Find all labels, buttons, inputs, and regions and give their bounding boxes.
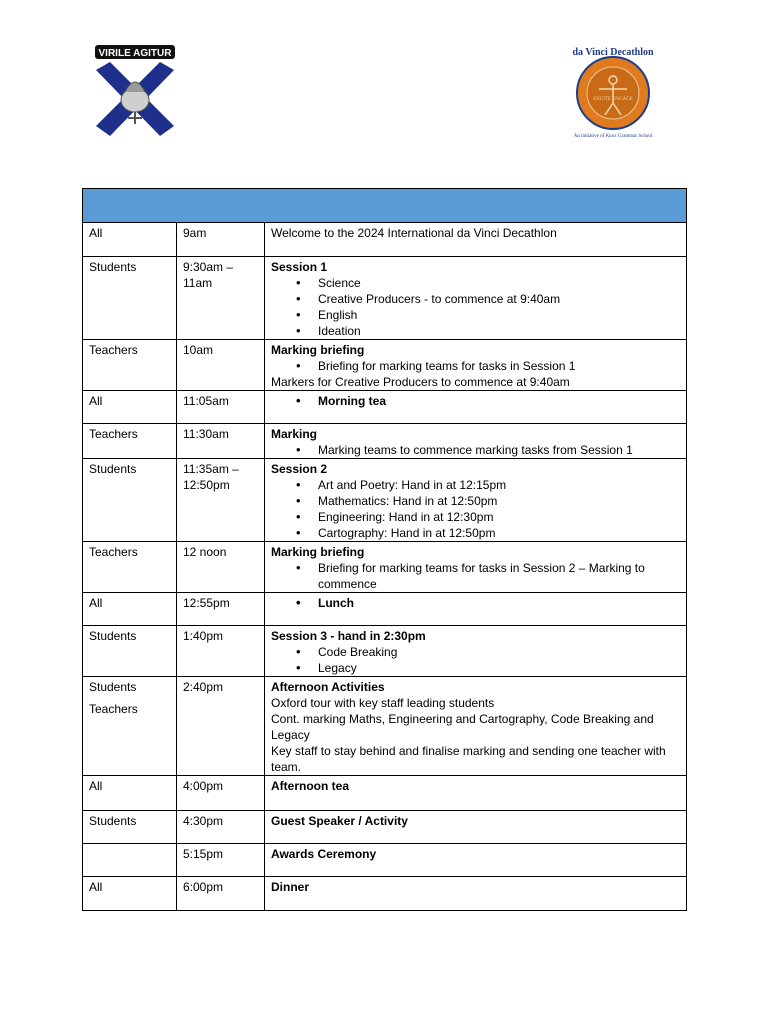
logo-title-text: da Vinci Decathlon [572, 47, 654, 58]
activity-cell [265, 257, 687, 340]
schedule-body [83, 189, 687, 911]
bullet-item: • Legacy [318, 660, 680, 676]
schedule-row [83, 677, 687, 776]
schedule-row [83, 223, 687, 257]
logo-subtitle-text: An initiative of Knox Grammar School [573, 134, 653, 139]
schedule-row [83, 424, 687, 459]
bullet-item: • Marking teams to commence marking tasks from Session 1 [318, 442, 680, 458]
schedule-row [83, 257, 687, 340]
activity-heading: Afternoon Activities [271, 680, 385, 694]
audience-cell-text: All [89, 394, 103, 408]
audience-cell [83, 844, 177, 877]
audience-cell-text: Teachers [89, 343, 138, 357]
bullet-item: • Creative Producers - to commence at 9:40am [318, 291, 680, 307]
school-crest-logo [92, 42, 178, 140]
header-cell [83, 189, 687, 223]
time-cell-text: 6:00pm [183, 880, 224, 894]
time-cell [177, 391, 265, 424]
audience-cell-text: Students [89, 814, 137, 828]
activity-cell [265, 677, 687, 776]
bullet-list [271, 477, 680, 541]
activity-cell [265, 844, 687, 877]
audience-cell [83, 424, 177, 459]
time-cell-text: 9:30am – [183, 260, 234, 274]
bullet-list [271, 442, 680, 458]
time-cell [177, 844, 265, 877]
time-cell [177, 542, 265, 593]
time-cell-text: 12:55pm [183, 596, 230, 610]
bullet-item: • Briefing for marking teams for tasks in Session 1 [318, 358, 680, 374]
audience-cell-text: Students [89, 462, 137, 476]
activity-heading: Marking briefing [271, 343, 365, 357]
audience-cell [83, 626, 177, 677]
audience-cell [83, 593, 177, 626]
activity-text: Markers for Creative Producers to commence at 9:40am [271, 375, 570, 389]
audience-cell-text: Students [89, 629, 137, 643]
time-cell [177, 626, 265, 677]
schedule-row [83, 542, 687, 593]
activity-heading: Marking briefing [271, 545, 365, 559]
bullet-list [271, 393, 680, 409]
activity-text: Oxford tour with key staff leading students [271, 696, 495, 710]
time-cell-text: 10am [183, 343, 214, 357]
audience-cell [83, 257, 177, 340]
time-cell-text: 11:05am [183, 394, 229, 408]
schedule-row [83, 844, 687, 877]
activity-cell [265, 776, 687, 811]
time-cell [177, 776, 265, 811]
schedule-header-bar [83, 189, 687, 223]
bullet-item: • English [318, 307, 680, 323]
audience-cell-text: Teachers [89, 427, 138, 441]
crest-motto: VIRILE AGITUR [98, 48, 172, 59]
time-cell-text: 11:35am – [183, 462, 239, 476]
activity-cell [265, 877, 687, 911]
audience-cell [83, 877, 177, 911]
schedule-row [83, 776, 687, 811]
activity-heading: Dinner [271, 880, 310, 894]
logo-ring-text: EXCITE ENGAGE [593, 97, 633, 102]
time-cell [177, 340, 265, 391]
time-cell-text: 11am [183, 276, 213, 290]
time-cell [177, 223, 265, 257]
bullet-item: • Morning tea [318, 393, 680, 409]
time-cell [177, 459, 265, 542]
bullet-list [271, 275, 680, 339]
activity-heading: Session 2 [271, 462, 328, 476]
time-cell-text: 5:15pm [183, 847, 224, 861]
bullet-list [271, 595, 680, 611]
activity-text: Cont. marking Maths, Engineering and Cartography, Code Breaking and Legacy [271, 712, 654, 742]
time-cell-text: 4:30pm [183, 814, 224, 828]
bullet-item: • Cartography: Hand in at 12:50pm [318, 525, 680, 541]
audience-cell-text: All [89, 596, 103, 610]
bullet-item: • Briefing for marking teams for tasks in Session 2 – Marking to commence [318, 560, 680, 592]
audience-cell [83, 459, 177, 542]
activity-cell [265, 424, 687, 459]
da-vinci-decathlon-logo [563, 45, 663, 140]
activity-heading: Guest Speaker / Activity [271, 814, 408, 828]
activity-cell [265, 459, 687, 542]
time-cell [177, 677, 265, 776]
time-cell [177, 424, 265, 459]
schedule-row [83, 593, 687, 626]
activity-heading: Awards Ceremony [271, 847, 377, 861]
activity-cell [265, 391, 687, 424]
schedule-row [83, 811, 687, 844]
schedule-row [83, 391, 687, 424]
activity-text: Welcome to the 2024 International da Vinci Decathlon [271, 226, 557, 240]
time-cell-text: 1:40pm [183, 629, 224, 643]
audience-cell-text: Teachers [89, 702, 138, 716]
audience-cell-text: Students [89, 260, 137, 274]
time-cell [177, 593, 265, 626]
schedule-table [82, 188, 687, 911]
audience-cell [83, 776, 177, 811]
schedule-row [83, 626, 687, 677]
time-cell-text: 9am [183, 226, 207, 240]
audience-cell-text: All [89, 779, 103, 793]
bullet-item: • Code Breaking [318, 644, 680, 660]
schedule-row [83, 877, 687, 911]
audience-cell [83, 542, 177, 593]
activity-heading: Marking [271, 427, 318, 441]
bullet-item: • Science [318, 275, 680, 291]
bullet-item: • Engineering: Hand in at 12:30pm [318, 509, 680, 525]
time-cell-text: 12 noon [183, 545, 227, 559]
activity-cell [265, 811, 687, 844]
bullet-list [271, 358, 680, 374]
activity-cell [265, 340, 687, 391]
audience-cell [83, 340, 177, 391]
schedule-row [83, 340, 687, 391]
activity-cell [265, 542, 687, 593]
bullet-list [271, 644, 680, 676]
audience-cell [83, 811, 177, 844]
bullet-item: • Lunch [318, 595, 680, 611]
audience-cell [83, 391, 177, 424]
activity-heading: Session 3 - hand in 2:30pm [271, 629, 426, 643]
audience-cell-text: All [89, 880, 103, 894]
time-cell [177, 257, 265, 340]
activity-heading: Afternoon tea [271, 779, 349, 793]
audience-cell-text: All [89, 226, 103, 240]
time-cell [177, 877, 265, 911]
time-cell-text: 12:50pm [183, 478, 230, 492]
bullet-list [271, 560, 680, 592]
time-cell-text: 2:40pm [183, 680, 224, 694]
activity-heading: Session 1 [271, 260, 328, 274]
bullet-item: • Ideation [318, 323, 680, 339]
time-cell-text: 4:00pm [183, 779, 224, 793]
activity-cell [265, 626, 687, 677]
activity-cell [265, 593, 687, 626]
audience-cell-text: Teachers [89, 545, 138, 559]
time-cell-text: 11:30am [183, 427, 229, 441]
schedule-row [83, 459, 687, 542]
audience-cell [83, 677, 177, 776]
activity-text: Key staff to stay behind and finalise marking and sending one teacher with team. [271, 744, 666, 774]
bullet-item: • Mathematics: Hand in at 12:50pm [318, 493, 680, 509]
audience-cell [83, 223, 177, 257]
time-cell [177, 811, 265, 844]
audience-cell-text: Students [89, 680, 137, 694]
activity-cell [265, 223, 687, 257]
bullet-item: • Art and Poetry: Hand in at 12:15pm [318, 477, 680, 493]
